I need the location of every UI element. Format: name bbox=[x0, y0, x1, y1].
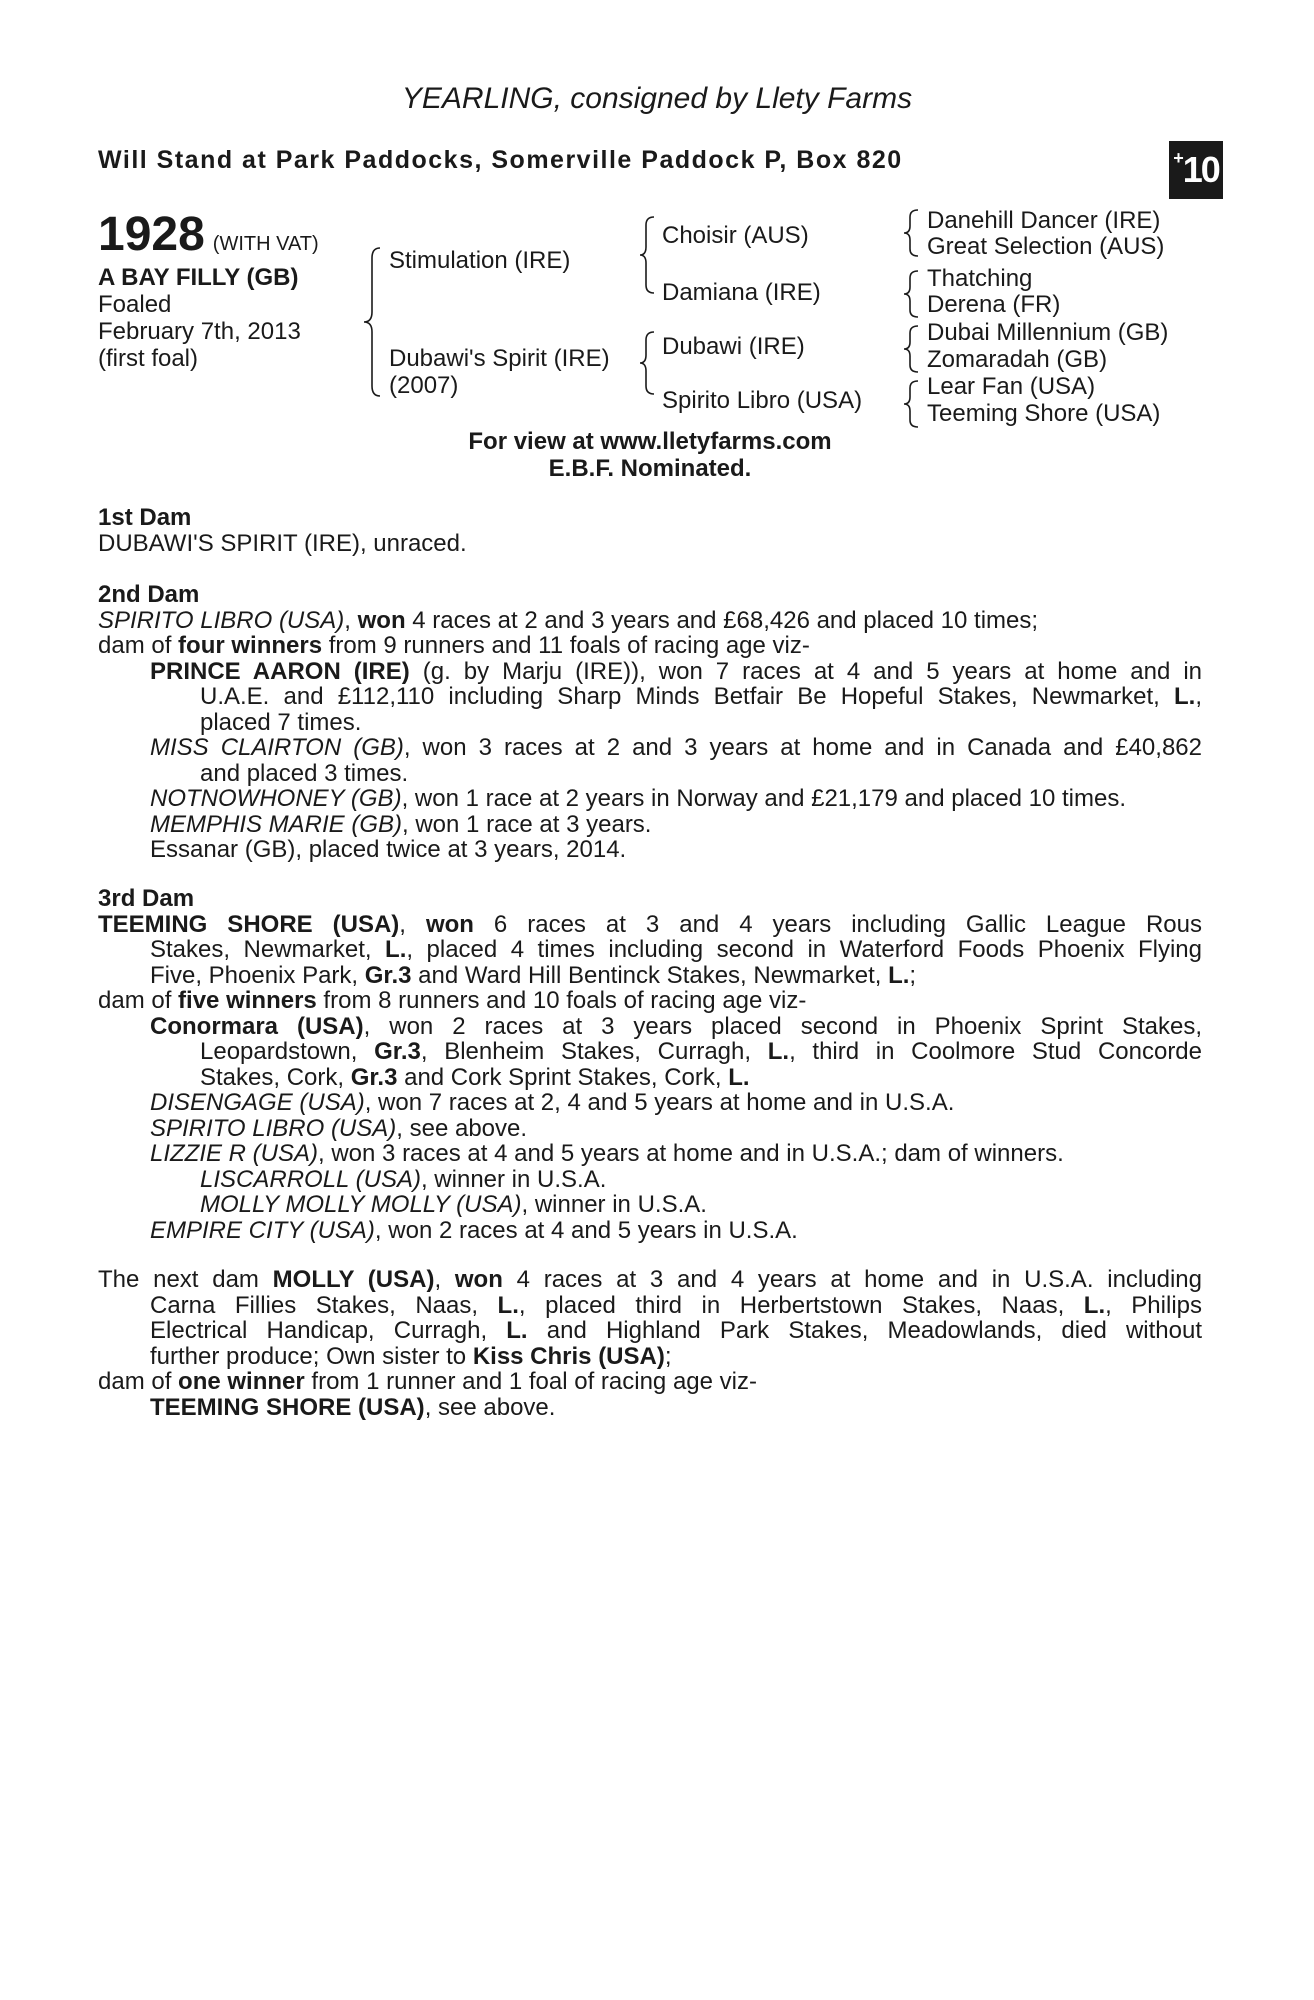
progeny-conormara bbox=[98, 1014, 1202, 1040]
listed-label: L. bbox=[506, 1317, 528, 1344]
progeny-name: DISENGAGE (USA) bbox=[150, 1089, 365, 1116]
text: , won 3 races at 2 and 3 years at home and in Canada and £40,862 bbox=[403, 734, 1202, 761]
foaled-label: Foaled bbox=[98, 291, 172, 318]
won-label: won bbox=[357, 606, 406, 634]
text: , third in Coolmore Stud Concorde bbox=[789, 1038, 1203, 1065]
next-dam-line5 bbox=[98, 1369, 1202, 1395]
ped-sire-sire: Choisir (AUS) bbox=[662, 222, 809, 249]
foal-note: (first foal) bbox=[98, 345, 199, 372]
brace-dd bbox=[904, 381, 918, 427]
text: , won 3 races at 4 and 5 years at home and in U.S.A.; dam of winners. bbox=[318, 1140, 1064, 1167]
progeny-empire-city bbox=[98, 1218, 1202, 1244]
text: from 1 runner and 1 foal of racing age viz- bbox=[304, 1368, 757, 1395]
text: 4 races at 3 and 4 years at home and in U.S.A. including bbox=[502, 1266, 1202, 1293]
next-dam-name: MOLLY (USA) bbox=[272, 1266, 435, 1293]
text: from 9 runners and 11 foals of racing age viz- bbox=[322, 632, 810, 659]
ped-dds: Lear Fan (USA) bbox=[927, 373, 1096, 400]
progeny-conormara-l3 bbox=[98, 1065, 1202, 1091]
horse-name: A BAY FILLY (GB) bbox=[98, 264, 299, 291]
text: and Highland Park Stakes, Meadowlands, died without bbox=[527, 1317, 1202, 1344]
ped-dss: Dubai Millennium (GB) bbox=[927, 319, 1169, 346]
second-dam-name: SPIRITO LIBRO (USA) bbox=[98, 606, 345, 634]
progeny-miss-clairton-l2: and placed 3 times. bbox=[200, 759, 409, 787]
winners-count: four winners bbox=[178, 632, 323, 659]
lot-number: 1928 bbox=[98, 208, 205, 261]
listed-label: L. bbox=[497, 1291, 519, 1319]
first-dam-text: DUBAWI'S SPIRIT (IRE), unraced. bbox=[98, 529, 467, 557]
progeny-lizzie-r bbox=[98, 1141, 1202, 1167]
first-dam-section bbox=[98, 505, 1202, 556]
text: , won 1 race at 2 years in Norway and £21,179 and placed 10 times. bbox=[401, 785, 1126, 812]
ped-dsd: Zomaradah (GB) bbox=[927, 346, 1108, 373]
listed-label: L. bbox=[1174, 683, 1196, 710]
progeny-name: MOLLY MOLLY MOLLY (USA) bbox=[200, 1191, 522, 1218]
vat-note: (WITH VAT) bbox=[212, 233, 319, 255]
text: , won 2 races at 4 and 5 years in U.S.A. bbox=[374, 1216, 798, 1244]
progeny-memphis-marie bbox=[98, 812, 1202, 838]
third-dam-line1: TEEMING SHORE (USA), won 6 races at 3 and 4 years including Gallic League Rous bbox=[98, 910, 1203, 938]
text: further produce; Own sister to bbox=[150, 1342, 473, 1370]
stand-location: Will Stand at Park Paddocks, Somerville Paddock P, Box 820 bbox=[98, 146, 903, 174]
text: dam of bbox=[98, 1368, 179, 1395]
text: dam of bbox=[98, 987, 179, 1014]
brace-ss bbox=[904, 210, 918, 256]
brace-ds bbox=[904, 326, 918, 372]
listed-label: L. bbox=[385, 936, 407, 963]
progeny-disengage bbox=[98, 1090, 1202, 1116]
progeny-name: NOTNOWHONEY (GB) bbox=[150, 785, 402, 812]
third-dam-section bbox=[98, 886, 1202, 1243]
grandprogeny-liscarroll bbox=[98, 1167, 1202, 1193]
text: The next dam bbox=[98, 1266, 273, 1293]
brace-sire bbox=[640, 217, 654, 293]
progeny-name: MEMPHIS MARIE (GB) bbox=[150, 810, 403, 838]
text: (g. by Marju (IRE)), won 7 races at 4 and 5 years at home and in bbox=[409, 657, 1203, 685]
next-dam-line3 bbox=[98, 1318, 1202, 1344]
sibling-name: Kiss Chris (USA) bbox=[472, 1342, 665, 1370]
progeny-name: TEEMING SHORE (USA) bbox=[150, 1393, 425, 1421]
ped-sss: Danehill Dancer (IRE) bbox=[927, 207, 1161, 234]
listed-label: L. bbox=[1083, 1291, 1106, 1319]
listed-label: L. bbox=[767, 1038, 790, 1065]
text: Electrical Handicap, Curragh, bbox=[150, 1317, 507, 1344]
text: , see above. bbox=[424, 1393, 556, 1421]
text: from 8 runners and 10 foals of racing age viz- bbox=[316, 987, 807, 1014]
second-dam-record: 4 races at 2 and 3 years and £68,426 and placed 10 times; bbox=[405, 606, 1039, 634]
won-label: won bbox=[454, 1266, 503, 1293]
text: , won 1 race at 3 years. bbox=[402, 810, 652, 838]
progeny-prince-aaron bbox=[98, 659, 1202, 685]
group-label: Gr.3 bbox=[350, 1063, 398, 1091]
next-dam-section bbox=[98, 1267, 1202, 1420]
ped-dam-year: (2007) bbox=[389, 372, 459, 399]
winners-count: five winners bbox=[178, 987, 317, 1014]
ped-ddd: Teeming Shore (USA) bbox=[927, 400, 1161, 427]
progeny-name: LISCARROLL (USA) bbox=[200, 1165, 421, 1193]
brace-sd bbox=[904, 271, 918, 317]
next-dam-line2 bbox=[98, 1293, 1202, 1319]
ped-sire: Stimulation (IRE) bbox=[389, 247, 571, 274]
brace-gen1 bbox=[364, 248, 380, 396]
progeny-notnowhoney bbox=[98, 786, 1202, 812]
ped-sire-dam: Damiana (IRE) bbox=[662, 279, 821, 306]
ped-dam-dam: Spirito Libro (USA) bbox=[662, 387, 863, 414]
winners-count: one winner bbox=[178, 1368, 305, 1395]
text: Leopardstown, bbox=[200, 1038, 375, 1065]
ped-dam-sire: Dubawi (IRE) bbox=[662, 333, 805, 360]
catalogue-title: YEARLING, consigned by Llety Farms bbox=[401, 82, 913, 115]
second-dam-line1: SPIRITO LIBRO (USA), won 4 races at 2 and 3 years and £68,426 and placed 10 times; bbox=[98, 606, 1039, 634]
ped-sds: Thatching bbox=[927, 265, 1033, 292]
text: , winner in U.S.A. bbox=[420, 1165, 607, 1193]
text: Carna Fillies Stakes, Naas, bbox=[150, 1291, 498, 1319]
text: , Philips bbox=[1105, 1291, 1203, 1319]
progeny-name: LIZZIE R (USA) bbox=[150, 1140, 319, 1167]
text: , winner in U.S.A. bbox=[521, 1191, 707, 1218]
view-note: For view at www.lletyfarms.com bbox=[468, 428, 832, 455]
next-dam-line1: The next dam MOLLY (USA), won 4 races at 3 and 4 years at home and in U.S.A. including bbox=[98, 1266, 1202, 1293]
text: , placed 4 times including second in Waterford Foods Phoenix Flying bbox=[406, 936, 1202, 963]
grandprogeny-molly-molly-molly bbox=[98, 1192, 1202, 1218]
second-dam-section bbox=[98, 582, 1202, 863]
progeny-spirito-libro bbox=[98, 1116, 1202, 1142]
progeny-name: SPIRITO LIBRO (USA) bbox=[150, 1114, 397, 1142]
third-dam-line3: Five, Phoenix Park, Gr.3 and Ward Hill Bentinck Stakes, Newmarket, L.; bbox=[150, 961, 917, 989]
second-dam-line2 bbox=[98, 633, 1202, 659]
ped-dam: Dubawi's Spirit (IRE) bbox=[389, 345, 610, 372]
progeny-essanar: Essanar (GB), placed twice at 3 years, 2014. bbox=[150, 836, 627, 863]
badge-plus: + bbox=[1173, 148, 1182, 168]
group-label: Gr.3 bbox=[374, 1038, 421, 1065]
progeny-name: MISS CLAIRTON (GB) bbox=[150, 734, 404, 761]
progeny-miss-clairton bbox=[98, 735, 1202, 761]
text: and Cork Sprint Stakes, Cork, bbox=[397, 1063, 729, 1091]
won-label: won bbox=[425, 910, 474, 938]
badge-number: 10 bbox=[1182, 149, 1219, 190]
brace-dam bbox=[640, 332, 654, 394]
text: , won 2 races at 3 years placed second in Phoenix Sprint Stakes, bbox=[363, 1012, 1202, 1040]
progeny-name: PRINCE AARON (IRE) bbox=[150, 657, 410, 685]
text: Stakes, Cork, bbox=[200, 1063, 351, 1091]
next-dam-line6 bbox=[98, 1395, 1202, 1421]
foaled-date: February 7th, 2013 bbox=[98, 318, 301, 345]
group-label: Gr.3 bbox=[364, 961, 412, 989]
ped-ssd: Great Selection (AUS) bbox=[927, 233, 1165, 260]
text: , won 7 races at 2, 4 and 5 years at home and in U.S.A. bbox=[364, 1089, 955, 1116]
progeny-name: Conormara (USA) bbox=[150, 1012, 364, 1040]
progeny-name: EMPIRE CITY (USA) bbox=[150, 1216, 375, 1244]
text: , see above. bbox=[396, 1114, 528, 1142]
progeny-conormara-l2 bbox=[98, 1039, 1202, 1065]
third-dam-line2 bbox=[98, 937, 1202, 963]
listed-label: L. bbox=[888, 961, 910, 989]
third-dam-heading: 3rd Dam bbox=[98, 885, 195, 912]
text: and Ward Hill Bentinck Stakes, Newmarket, bbox=[411, 961, 889, 989]
ped-sdd: Derena (FR) bbox=[927, 291, 1061, 318]
ebf-note: E.B.F. Nominated. bbox=[548, 455, 752, 482]
third-dam-name: TEEMING SHORE (USA) bbox=[98, 910, 400, 938]
progeny-prince-aaron-l3: placed 7 times. bbox=[200, 708, 362, 736]
text: Five, Phoenix Park, bbox=[150, 961, 365, 989]
next-dam-line4: further produce; Own sister to Kiss Chris (USA); bbox=[150, 1342, 672, 1370]
second-dam-heading: 2nd Dam bbox=[98, 581, 200, 608]
text: Stakes, Newmarket, bbox=[150, 936, 386, 963]
first-dam-heading: 1st Dam bbox=[98, 504, 192, 531]
text: , placed third in Herbertstown Stakes, Naas, bbox=[518, 1291, 1084, 1319]
text: U.A.E. and £112,110 including Sharp Minds Betfair Be Hopeful Stakes, Newmarket, bbox=[200, 683, 1174, 710]
progeny-prince-aaron-l2: U.A.E. and £112,110 including Sharp Minds Betfair Be Hopeful Stakes, Newmarket, L., bbox=[200, 683, 1202, 710]
text: 6 races at 3 and 4 years including Gallic League Rous bbox=[473, 910, 1203, 938]
third-dam-line4 bbox=[98, 988, 1202, 1014]
text: , Blenheim Stakes, Curragh, bbox=[420, 1038, 768, 1065]
listed-label: L. bbox=[728, 1063, 750, 1091]
text: dam of bbox=[98, 632, 179, 659]
